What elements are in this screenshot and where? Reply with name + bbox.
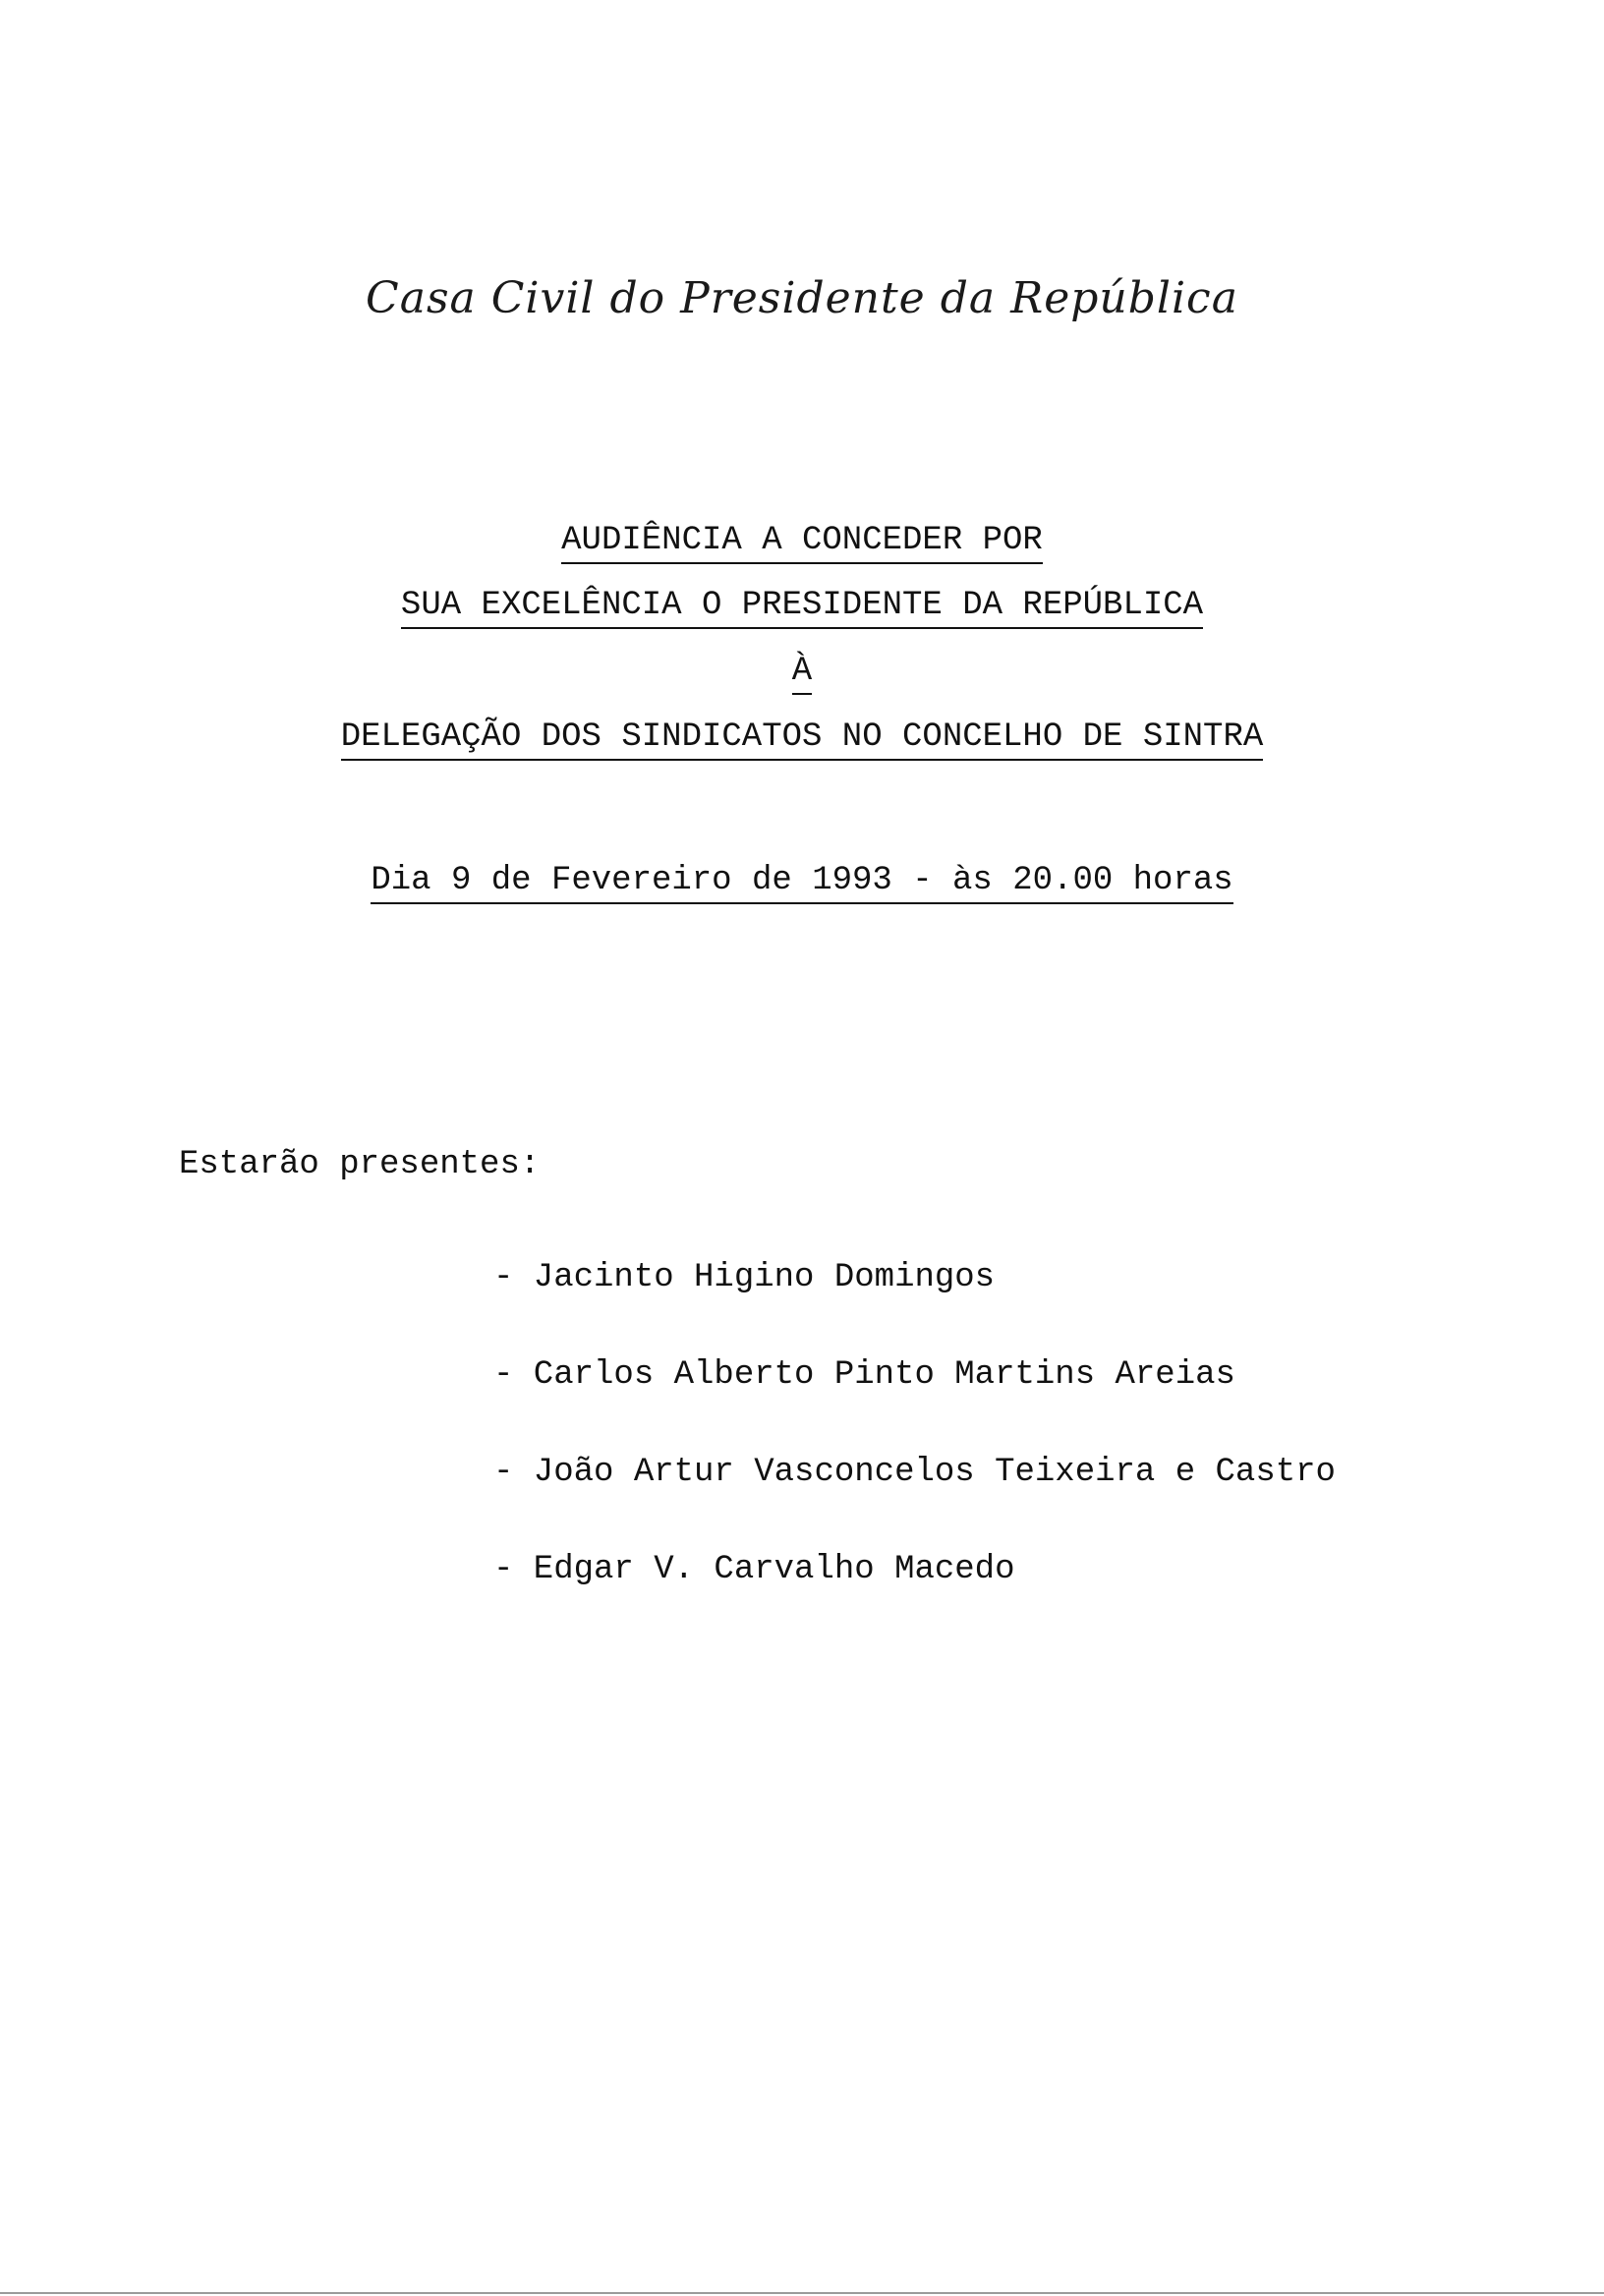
- attendees-label: Estarão presentes:: [179, 1146, 541, 1183]
- date-line-text: Dia 9 de Fevereiro de 1993 - às 20.00 horas: [371, 863, 1232, 904]
- attendee-item: - Jacinto Higino Domingos: [493, 1259, 996, 1296]
- date-line: [0, 862, 1604, 904]
- heading-line-3-text: À: [792, 654, 812, 695]
- heading-line-3: [0, 653, 1604, 695]
- attendee-item: - Carlos Alberto Pinto Martins Areias: [493, 1356, 1235, 1394]
- heading-line-4-text: DELEGAÇÃO DOS SINDICATOS NO CONCELHO DE SINTRA: [341, 719, 1264, 761]
- bottom-edge-rule: [0, 2292, 1604, 2294]
- heading-line-1: [0, 522, 1604, 564]
- letterhead: Casa Civil do Presidente da República: [366, 273, 1238, 323]
- heading-line-1-text: AUDIÊNCIA A CONCEDER POR: [561, 523, 1043, 564]
- heading-line-2-text: SUA EXCELÊNCIA O PRESIDENTE DA REPÚBLICA: [401, 588, 1203, 629]
- heading-line-2: [0, 587, 1604, 629]
- attendee-item: - Edgar V. Carvalho Macedo: [493, 1551, 1015, 1588]
- heading-line-4: [0, 718, 1604, 761]
- attendee-item: - João Artur Vasconcelos Teixeira e Castro: [493, 1454, 1336, 1491]
